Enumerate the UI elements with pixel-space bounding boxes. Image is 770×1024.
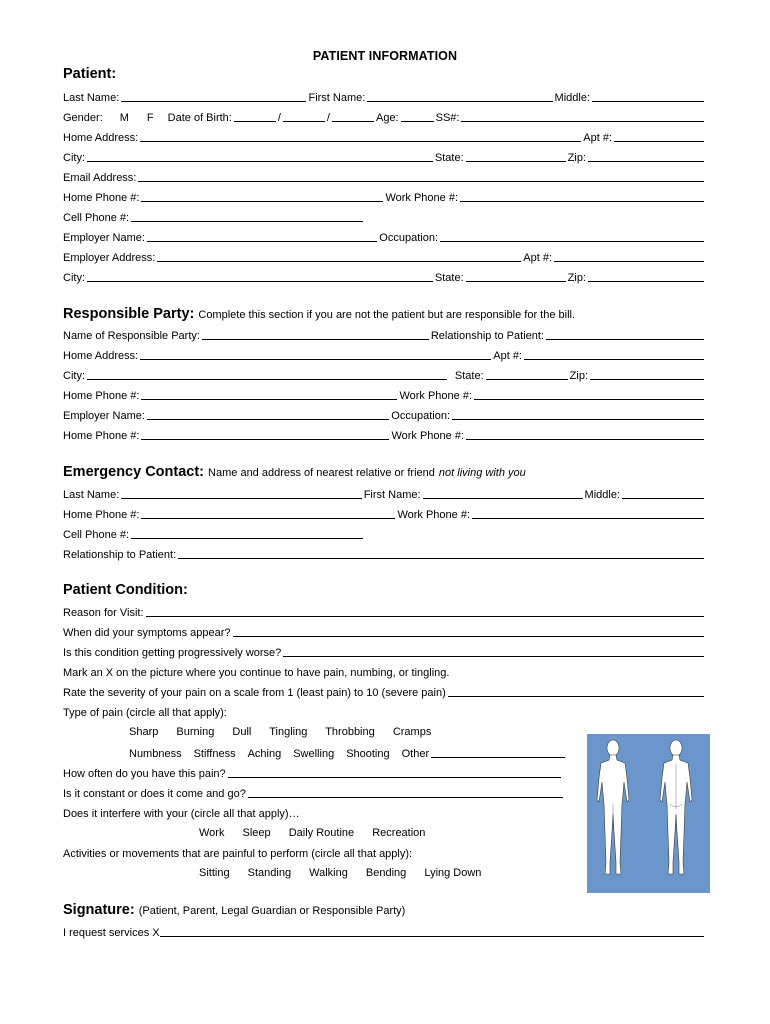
dob-month-field[interactable] [234,121,276,122]
ss-field[interactable] [461,121,704,122]
emergency-note: Name and address of nearest relative or friend [208,467,435,479]
middle-label: Middle: [554,92,590,104]
responsible-city-label: City: [63,370,85,382]
severity-field[interactable] [448,696,704,697]
responsible-apt-label: Apt #: [493,350,522,362]
responsible-occupation-field[interactable] [452,419,704,420]
activity-lying-down[interactable]: Lying Down [424,867,482,879]
signature-label: I request services X [63,927,160,939]
employer-apt-label: Apt #: [523,252,552,264]
cell-phone-label: Cell Phone #: [63,212,130,224]
responsible-work-phone-field[interactable] [474,399,704,400]
condition-heading: Patient Condition: [63,582,188,598]
when-label: When did your symptoms appear? [63,627,231,639]
reason-label: Reason for Visit: [63,607,144,619]
employer-zip-field[interactable] [588,281,704,282]
zip-field[interactable] [588,161,704,162]
employer-state-field[interactable] [466,281,566,282]
emergency-work-phone-label: Work Phone #: [397,509,470,521]
employer-address-label: Employer Address: [63,252,156,264]
responsible-heading: Responsible Party: [63,306,195,322]
patient-employer-city-row [63,270,706,284]
responsible-state-label: State: [454,370,484,382]
zip-label: Zip: [567,152,586,164]
body-chart-image[interactable] [587,734,710,893]
gender-label: Gender: [63,112,103,124]
employer-address-field[interactable] [157,261,521,262]
patient-heading: Patient: [63,66,117,82]
patient-employer-address-row [63,250,706,264]
activity-standing[interactable]: Standing [247,867,292,879]
responsible-state-field[interactable] [486,379,568,380]
patient-city-row [63,150,706,164]
occupation-label: Occupation: [379,232,438,244]
signature-heading: Signature: [63,902,135,918]
responsible-zip-label: Zip: [569,370,588,382]
gender-m-option[interactable]: M [119,112,129,124]
responsible-name-field[interactable] [202,339,429,340]
responsible-home-phone-field[interactable] [141,399,397,400]
emergency-middle-label: Middle: [584,489,620,501]
progressive-row [63,645,706,659]
state-field[interactable] [466,161,566,162]
ss-label: SS#: [435,112,460,124]
pain-type-burning[interactable]: Burning [176,726,215,738]
email-field[interactable] [138,181,704,182]
responsible-phone-row [63,388,706,402]
city-field[interactable] [87,161,433,162]
signature-field[interactable] [160,936,704,937]
cell-phone-field[interactable] [131,221,363,222]
responsible-address-field[interactable] [140,359,491,360]
pain-type-swelling[interactable]: Swelling [293,748,335,760]
dob-slash: / [277,112,281,124]
emergency-cell-row [63,527,706,541]
emergency-home-phone-field[interactable] [141,518,395,519]
last-name-label: Last Name: [63,92,120,104]
first-name-label: First Name: [308,92,366,104]
employer-name-label: Employer Name: [63,232,145,244]
emergency-cell-phone-field[interactable] [131,538,363,539]
emergency-last-name-field[interactable] [121,498,361,499]
dob-label: Date of Birth: [167,112,232,124]
dob-year-field[interactable] [332,121,374,122]
employer-name-field[interactable] [147,241,377,242]
pain-type-stiffness[interactable]: Stiffness [193,748,236,760]
pain-type-dull[interactable]: Dull [232,726,252,738]
middle-field[interactable] [592,101,704,102]
responsible-address-row [63,348,706,362]
signature-heading-row [63,902,405,918]
employer-apt-field[interactable] [554,261,704,262]
responsible-employer-label: Employer Name: [63,410,145,422]
apt-label: Apt #: [583,132,612,144]
pain-type-tingling[interactable]: Tingling [269,726,308,738]
pain-type-row [63,705,706,719]
severity-row [63,685,706,699]
pain-type-other-label: Other [401,748,430,760]
responsible-city-field[interactable] [87,379,447,380]
work-phone-label: Work Phone #: [385,192,458,204]
activity-options [199,867,496,879]
responsible-address-label: Home Address: [63,350,139,362]
mark-x-row [63,665,706,679]
responsible-home-phone2-label: Home Phone #: [63,430,140,442]
interfere-daily-routine[interactable]: Daily Routine [288,827,355,839]
activity-sitting[interactable]: Sitting [199,867,230,879]
gender-f-option[interactable]: F [146,112,154,124]
patient-address-row [63,130,706,144]
emergency-heading-row [63,464,526,480]
responsible-heading-row [63,306,575,322]
responsible-phone2-row [63,428,706,442]
patient-phone-row [63,190,706,204]
state-label: State: [434,152,464,164]
relationship-label: Relationship to Patient: [430,330,544,342]
responsible-employer-field[interactable] [147,419,389,420]
progressive-field[interactable] [283,656,704,657]
pain-type-throbbing[interactable]: Throbbing [325,726,375,738]
employer-city-field[interactable] [87,281,433,282]
severity-label: Rate the severity of your pain on a scale from 1 (least pain) to 10 (severe pain) [63,687,446,699]
pain-type-shooting[interactable]: Shooting [346,748,390,760]
responsible-work-phone-label: Work Phone #: [399,390,472,402]
dob-slash: / [326,112,330,124]
patient-name-row [63,90,706,104]
interfere-label: Does it interfere with your (circle all that apply)… [63,808,300,820]
pain-types-row1 [129,726,446,738]
emergency-relationship-label: Relationship to Patient: [63,549,177,561]
how-often-label: How often do you have this pain? [63,768,226,780]
patient-cell-row [63,210,706,224]
emergency-phone-row [63,507,706,521]
occupation-field[interactable] [440,241,704,242]
employer-state-label: State: [434,272,464,284]
last-name-field[interactable] [121,101,306,102]
patient-email-row [63,170,706,184]
responsible-occupation-label: Occupation: [391,410,450,422]
activity-bending[interactable]: Bending [365,867,407,879]
emergency-note-italic: not living with you [438,467,526,479]
responsible-home-phone-label: Home Phone #: [63,390,140,402]
employer-city-label: City: [63,272,85,284]
activities-label: Activities or movements that are painful to perform (circle all that apply): [63,848,413,860]
work-phone-field[interactable] [460,201,704,202]
reason-field[interactable] [146,616,704,617]
home-address-field[interactable] [140,141,581,142]
emergency-first-name-label: First Name: [363,489,421,501]
emergency-last-name-label: Last Name: [63,489,120,501]
mark-x-instructions: Mark an X on the picture where you continue to have pain, numbing, or tingling. [63,667,450,679]
reason-row [63,605,706,619]
responsible-city-row [63,368,706,382]
how-often-row [63,766,563,780]
when-field[interactable] [233,636,704,637]
emergency-cell-phone-label: Cell Phone #: [63,529,130,541]
home-phone-field[interactable] [141,201,383,202]
pain-type-sharp[interactable]: Sharp [129,726,159,738]
pain-type-label: Type of pain (circle all that apply): [63,707,227,719]
interfere-recreation[interactable]: Recreation [372,827,426,839]
relationship-field[interactable] [546,339,704,340]
emergency-work-phone-field[interactable] [472,518,704,519]
apt-field[interactable] [614,141,704,142]
responsible-work-phone2-field[interactable] [466,439,704,440]
page-title: PATIENT INFORMATION [312,49,458,63]
emergency-name-row [63,487,706,501]
employer-zip-label: Zip: [567,272,586,284]
responsible-name-row [63,328,706,342]
patient-employer-row [63,230,706,244]
responsible-work-phone2-label: Work Phone #: [391,430,464,442]
home-address-label: Home Address: [63,132,139,144]
emergency-middle-field[interactable] [622,498,704,499]
responsible-note: Complete this section if you are not the patient but are responsible for the bill. [198,309,576,321]
body-chart-figures [587,734,710,893]
pain-types-row2 [129,746,567,760]
progressive-label: Is this condition getting progressively worse? [63,647,282,659]
interfere-sleep[interactable]: Sleep [242,827,271,839]
interfere-options [199,827,440,839]
emergency-first-name-field[interactable] [423,498,583,499]
interfere-work[interactable]: Work [199,827,225,839]
emergency-home-phone-label: Home Phone #: [63,509,140,521]
city-label: City: [63,152,85,164]
first-name-field[interactable] [367,101,552,102]
responsible-name-label: Name of Responsible Party: [63,330,200,342]
responsible-apt-field[interactable] [524,359,704,360]
emergency-heading: Emergency Contact: [63,464,205,480]
responsible-employer-row [63,408,706,422]
responsible-home-phone2-field[interactable] [141,439,389,440]
pain-type-numbness[interactable]: Numbness [129,748,182,760]
constant-field[interactable] [248,797,563,798]
pain-type-cramps[interactable]: Cramps [392,726,432,738]
signature-note: (Patient, Parent, Legal Guardian or Responsible Party) [138,905,406,917]
pain-type-other-field[interactable] [431,757,565,758]
dob-day-field[interactable] [283,121,325,122]
when-row [63,625,706,639]
responsible-zip-field[interactable] [590,379,704,380]
emergency-relationship-field[interactable] [178,558,704,559]
patient-gender-row [63,110,706,124]
emergency-relationship-row [63,547,706,561]
home-phone-label: Home Phone #: [63,192,140,204]
signature-row [63,925,706,939]
constant-label: Is it constant or does it come and go? [63,788,246,800]
pain-type-aching[interactable]: Aching [247,748,282,760]
email-label: Email Address: [63,172,137,184]
age-label: Age: [375,112,399,124]
activity-walking[interactable]: Walking [309,867,348,879]
constant-row [63,786,565,800]
age-field[interactable] [401,121,434,122]
how-often-field[interactable] [228,777,561,778]
